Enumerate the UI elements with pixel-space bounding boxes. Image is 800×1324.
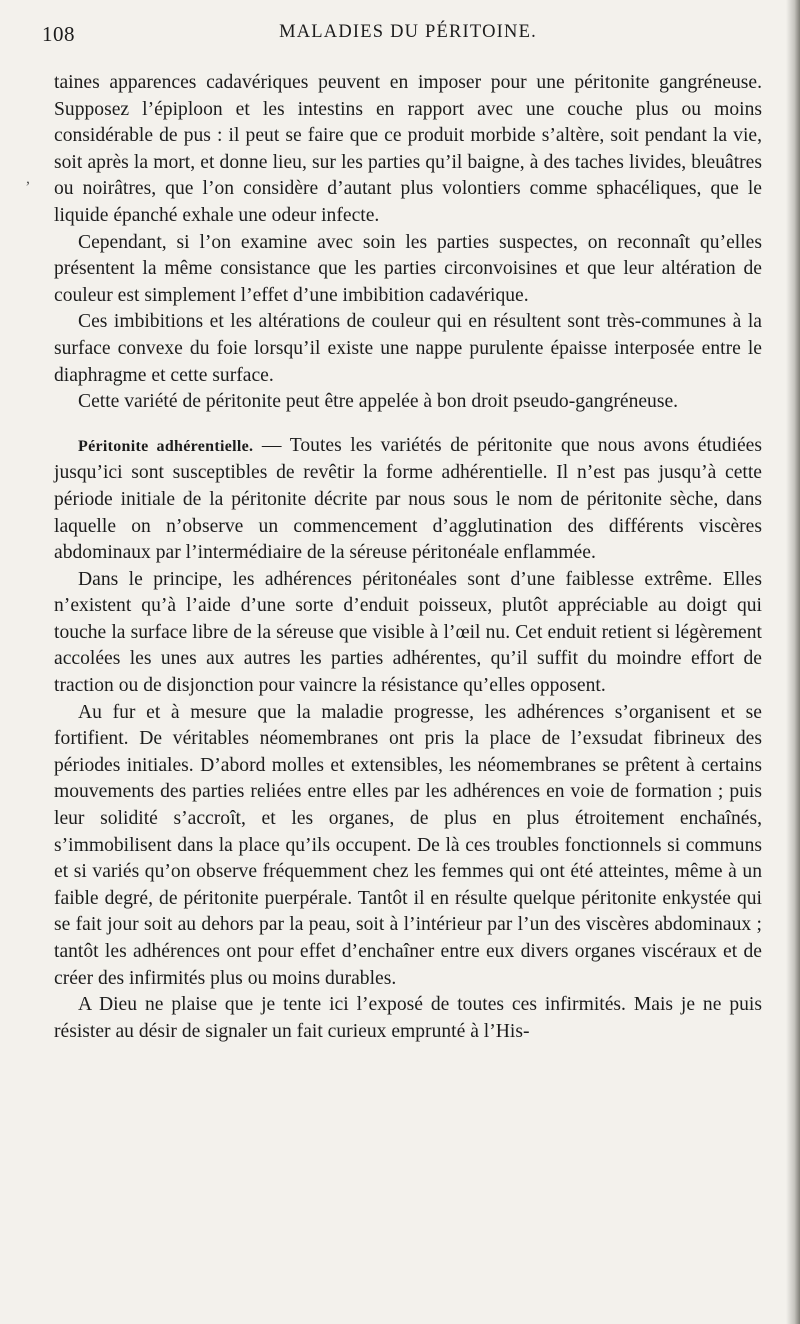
running-title: MALADIES DU PÉRITOINE. bbox=[279, 22, 537, 42]
margin-mark: , bbox=[26, 170, 30, 187]
body-text bbox=[54, 70, 762, 1045]
page-header bbox=[42, 22, 762, 70]
book-page bbox=[42, 22, 762, 1045]
section-intro: — Toutes les variétés de péritonite que nous avons étudiées jusqu’ici sont susceptibles de revêtir la forme adhérentielle. Il n’est pas jusqu’à cette période initiale de la péritonite décrite par nous sous le nom de péritonite sèche, dans laquelle on n’observe un commencement d’agglutination des différents viscères abdominaux par l’intermédiaire de la séreuse péritonéale enflammée. bbox=[54, 434, 762, 564]
paragraph: Dans le principe, les adhérences péritonéales sont d’une faiblesse extrême. Elles n’existent qu’à l’aide d’une sorte d’enduit poisseux, plutôt appréciable au doigt qui touche la surface libre de la séreuse que visible à l’œil nu. Cet enduit retient si légèrement accolées les unes aux autres les parties adhérentes, qu’il suffit du moindre effort de traction ou de disjonction pour vaincre la résistance qu’elles opposent. bbox=[54, 568, 762, 697]
section-paragraph bbox=[54, 433, 762, 567]
section-heading: Péritonite adhérentielle. bbox=[78, 437, 254, 455]
paragraph: Au fur et à mesure que la maladie progresse, les adhérences s’organisent et se fortifient. De véritables néomembranes ont pris la place de l’exsudat fibrineux des périodes initiales. D’abord molles et extensibles, les néomembranes se prêtent à certains mouvements des parties reliées entre elles par les adhérences en voie de formation ; puis leur solidité s’accroît, et les organes, de plus en plus étroitement enchaînés, s’immobilisent dans la place qu’ils occupent. De là ces troubles fonctionnels si communs et si variés qu’on observe fréquemment chez les femmes qui ont été atteintes, même à un faible degré, de péritonite puerpérale. Tantôt il en résulte quelque péritonite enkystée qui se fait jour soit au dehors par la peau, soit à l’intérieur par l’un des viscères abdominaux ; tantôt les adhérences ont pour effet d’enchaîner entre eux divers organes viscéraux et de créer des infirmités plus ou moins durables. bbox=[54, 701, 762, 989]
paragraph: Cependant, si l’on examine avec soin les parties suspectes, on reconnaît qu’elles présentent la même consistance que les parties circonvoisines et que leur altération de couleur est simplement l’effet d’une imbibition cadavérique. bbox=[54, 231, 762, 306]
paragraph-continuation: taines apparences cadavériques peuvent en imposer pour une péritonite gangréneuse. Supposez l’épiploon et les intestins en rapport avec une couche plus ou moins considérable de pus : il peut se faire que ce produit morbide s’altère, soit pendant la vie, soit après la mort, et donne lieu, sur les parties qu’il baigne, à des taches livides, bleuâtres ou noirâtres, que l’on considère d’autant plus volontiers comme sphacéliques, que le liquide épanché exhale une odeur infecte. bbox=[54, 72, 762, 226]
page-edge-shadow bbox=[786, 0, 800, 1324]
paragraph: Cette variété de péritonite peut être appelée à bon droit pseudo-gangréneuse. bbox=[78, 391, 679, 413]
paragraph: Ces imbibitions et les altérations de couleur qui en résultent sont très-communes à la surface convexe du foie lorsqu’il existe une nappe purulente épaisse interposée entre le diaphragme et cette surface. bbox=[54, 311, 762, 386]
page-number: 108 bbox=[42, 22, 75, 46]
paragraph: A Dieu ne plaise que je tente ici l’exposé de toutes ces infirmités. Mais je ne puis résister au désir de signaler un fait curieux emprunté à l’His- bbox=[54, 994, 762, 1042]
